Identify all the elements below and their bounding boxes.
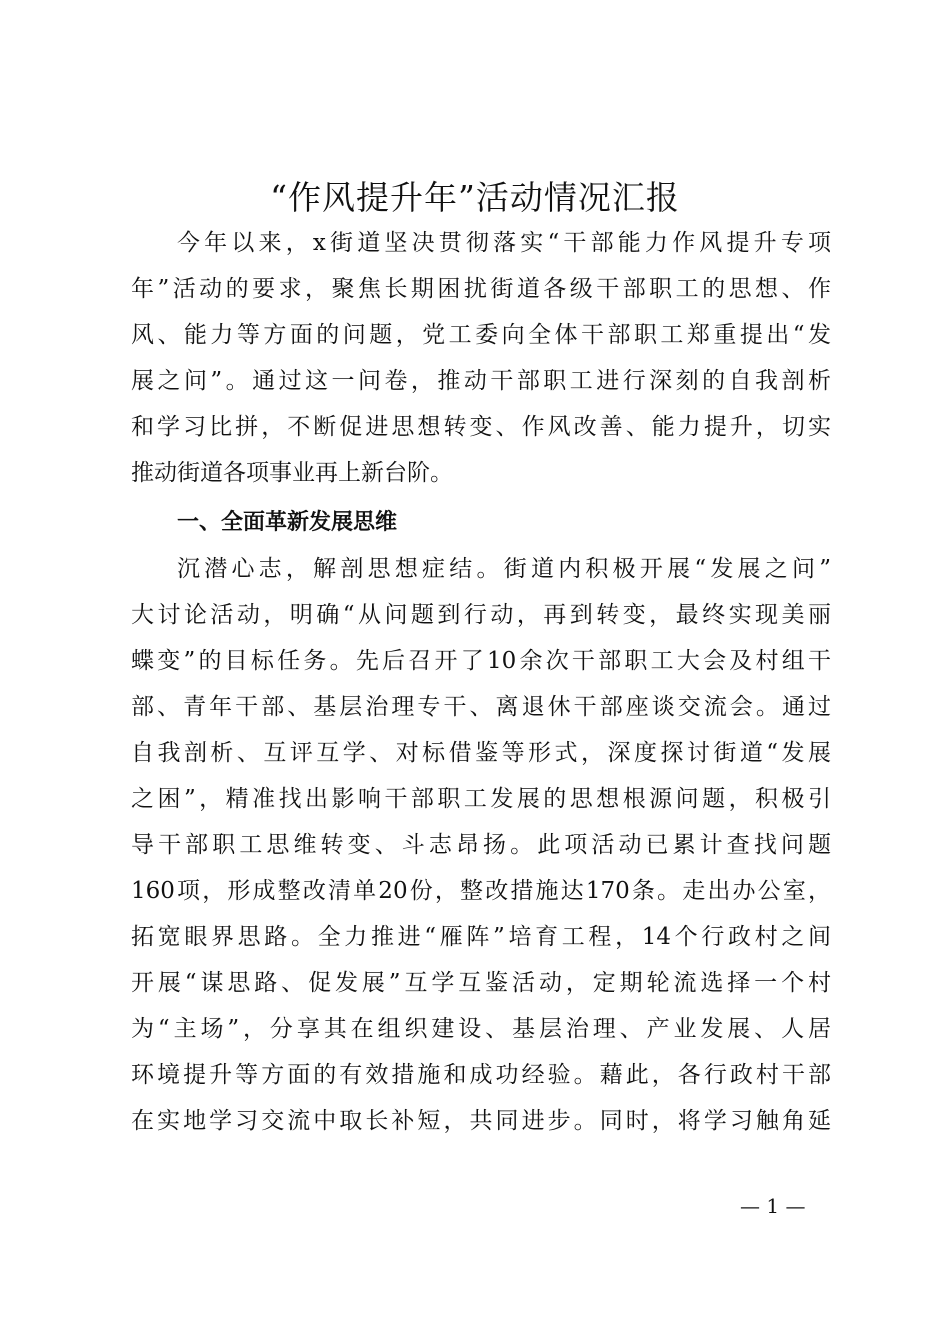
paragraph-line: 风、能力等方面的问题，党工委向全体干部职工郑重提出“发 xyxy=(131,322,831,348)
paragraph-line: 年”活动的要求，聚焦长期困扰街道各级干部职工的思想、作 xyxy=(131,276,831,302)
section-heading: 一、全面革新发展思维 xyxy=(177,510,398,535)
paragraph-line: 今年以来，x街道坚决贯彻落实“干部能力作风提升专项 xyxy=(177,230,831,256)
paragraph-line: 自我剖析、互评互学、对标借鉴等形式，深度探讨街道“发展 xyxy=(131,740,831,766)
paragraph-line: 推动街道各项事业再上新台阶。 xyxy=(131,460,453,486)
section-paragraph xyxy=(131,546,831,1144)
paragraph-line: 环境提升等方面的有效措施和成功经验。藉此，各行政村干部 xyxy=(131,1062,831,1088)
paragraph-line: 开展“谋思路、促发展”互学互鉴活动，定期轮流选择一个村 xyxy=(131,970,831,996)
intro-paragraph xyxy=(131,220,831,496)
page-number: — 1 — xyxy=(740,1194,806,1218)
paragraph-line: 之困”，精准找出影响干部职工发展的思想根源问题，积极引 xyxy=(131,786,831,812)
paragraph-line: 和学习比拼，不断促进思想转变、作风改善、能力提升，切实 xyxy=(131,414,831,440)
document-title: “作风提升年”活动情况汇报 xyxy=(270,178,680,217)
paragraph-line: 大讨论活动，明确“从问题到行动，再到转变，最终实现美丽 xyxy=(131,602,831,628)
paragraph-line: 导干部职工思维转变、斗志昂扬。此项活动已累计查找问题 xyxy=(131,832,831,858)
paragraph-line: 部、青年干部、基层治理专干、离退休干部座谈交流会。通过 xyxy=(131,694,831,720)
paragraph-line: 蝶变”的目标任务。先后召开了10余次干部职工大会及村组干 xyxy=(131,648,831,674)
paragraph-line: 在实地学习交流中取长补短，共同进步。同时，将学习触角延 xyxy=(131,1108,831,1134)
paragraph-line: 160项，形成整改清单20份，整改措施达170条。走出办公室， xyxy=(131,878,831,904)
paragraph-line: 拓宽眼界思路。全力推进“雁阵”培育工程，14个行政村之间 xyxy=(131,924,831,950)
paragraph-line: 展之问”。通过这一问卷，推动干部职工进行深刻的自我剖析 xyxy=(131,368,831,394)
paragraph-line: 沉潜心志，解剖思想症结。街道内积极开展“发展之问” xyxy=(177,556,831,582)
paragraph-line: 为“主场”，分享其在组织建设、基层治理、产业发展、人居 xyxy=(131,1016,831,1042)
